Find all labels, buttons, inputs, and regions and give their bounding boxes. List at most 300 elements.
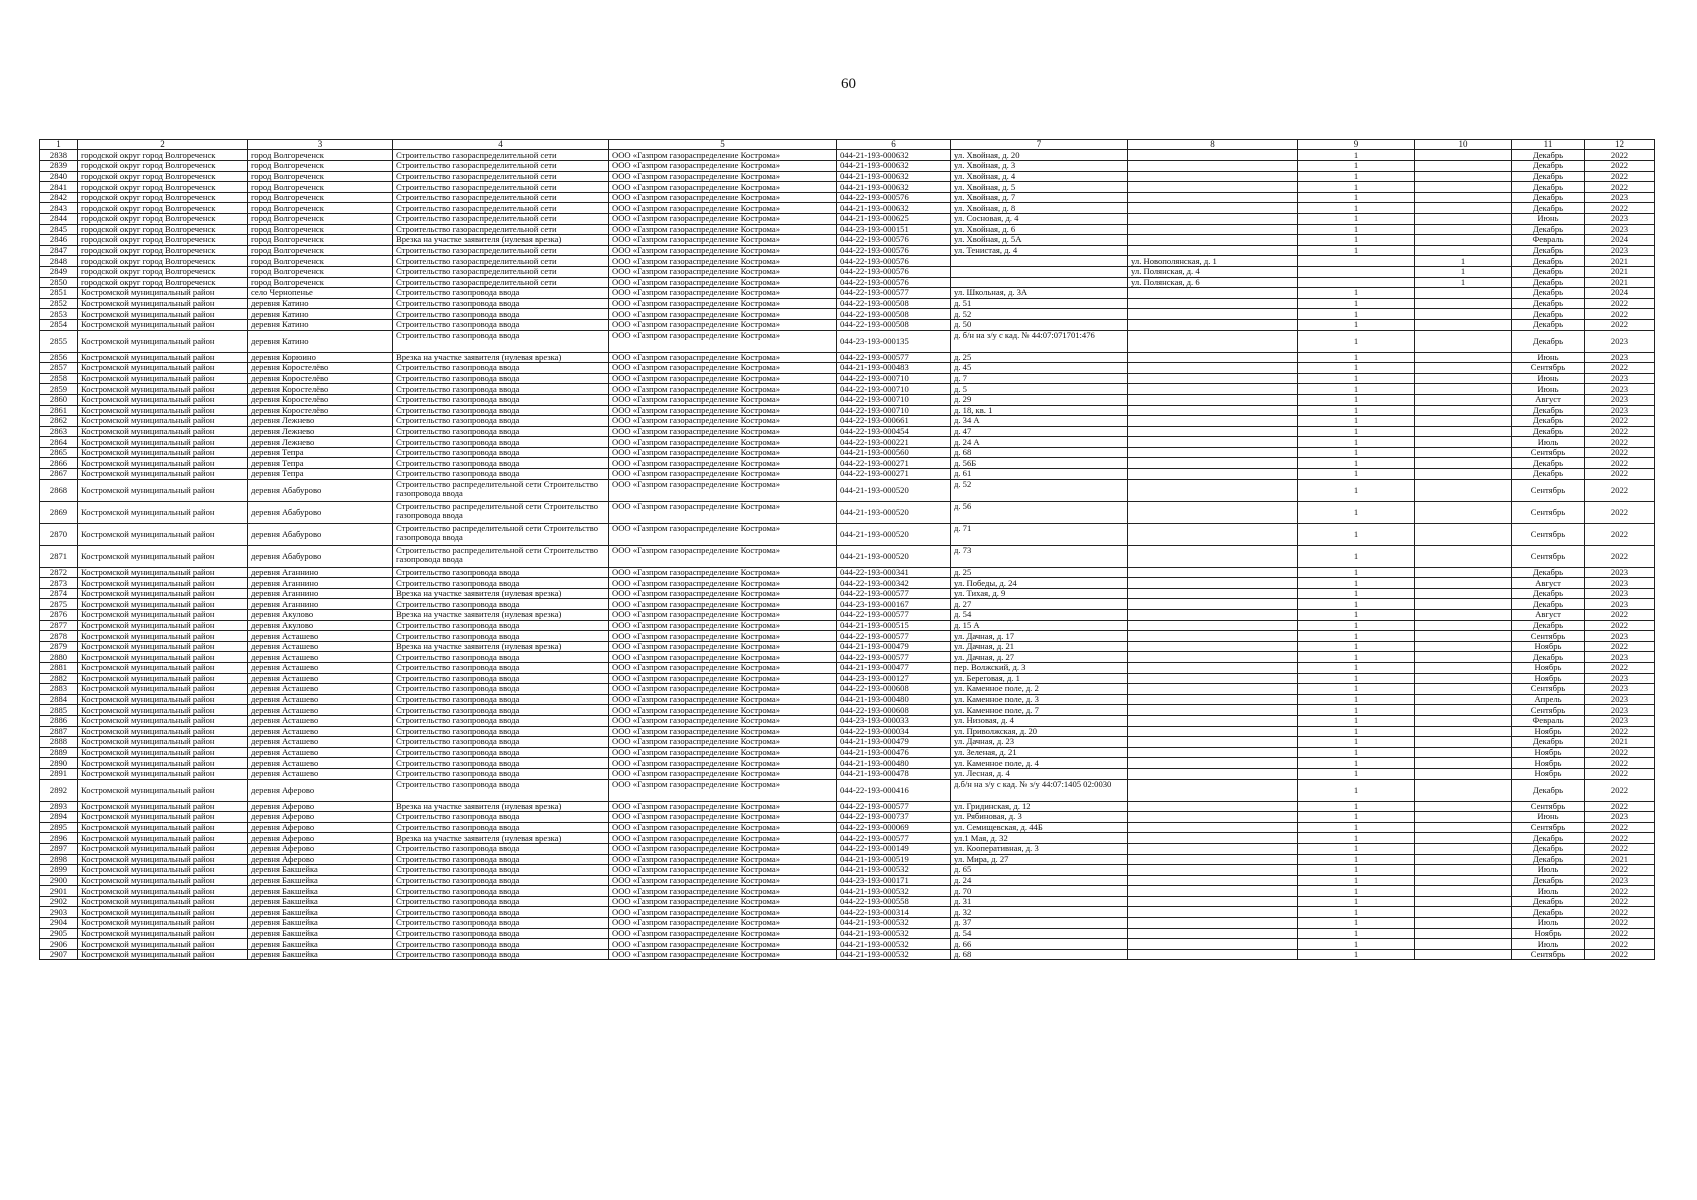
count-b-cell	[1415, 447, 1512, 458]
address-cell: д. 45	[951, 363, 1128, 374]
work-type-cell: Строительство газораспределительной сети	[393, 224, 609, 235]
work-type-cell: Врезка на участке заявителя (нулевая врезка)	[393, 801, 609, 812]
row-number-cell: 2859	[40, 384, 78, 395]
project-code-cell: 044-22-193-000508	[837, 319, 951, 330]
work-type-cell: Строительство газораспределительной сети	[393, 171, 609, 182]
project-code-cell: 044-21-193-000480	[837, 694, 951, 705]
row-number-cell: 2877	[40, 620, 78, 631]
settlement-name-cell: деревня Асташево	[248, 726, 393, 737]
count-b-cell	[1415, 416, 1512, 427]
year-cell: 2022	[1585, 726, 1655, 737]
year-cell: 2022	[1585, 309, 1655, 320]
district-name-cell: Костромской муниципальный район	[78, 705, 248, 716]
work-type-cell: Строительство газопровода ввода	[393, 747, 609, 758]
year-cell: 2022	[1585, 161, 1655, 172]
month-cell: Сентябрь	[1512, 545, 1585, 567]
address-cell: ул. Береговая, д. 1	[951, 673, 1128, 684]
work-type-cell: Строительство газопровода ввода	[393, 363, 609, 374]
project-code-cell: 044-21-193-000632	[837, 182, 951, 193]
count-a-cell: 1	[1298, 652, 1415, 663]
count-b-cell	[1415, 737, 1512, 748]
project-code-cell: 044-21-193-000632	[837, 150, 951, 161]
address-alt-cell	[1128, 896, 1298, 907]
count-b-cell	[1415, 822, 1512, 833]
district-name-cell: Костромской муниципальный район	[78, 726, 248, 737]
count-b-cell	[1415, 384, 1512, 395]
count-b-cell	[1415, 949, 1512, 960]
project-code-cell: 044-21-193-000520	[837, 545, 951, 567]
address-cell: ул. Победы, д. 24	[951, 578, 1128, 589]
count-a-cell: 1	[1298, 812, 1415, 823]
column-header-2: 2	[78, 140, 248, 150]
district-name-cell: Костромской муниципальный район	[78, 843, 248, 854]
project-code-cell: 044-21-193-000632	[837, 203, 951, 214]
row-number-cell: 2893	[40, 801, 78, 812]
address-alt-cell	[1128, 363, 1298, 374]
address-alt-cell	[1128, 652, 1298, 663]
year-cell: 2023	[1585, 694, 1655, 705]
address-cell: пер. Волжский, д. 3	[951, 663, 1128, 674]
row-number-cell: 2883	[40, 684, 78, 695]
district-name-cell: Костромской муниципальный район	[78, 939, 248, 950]
count-b-cell	[1415, 865, 1512, 876]
settlement-name-cell: деревня Бакшейка	[248, 865, 393, 876]
column-header-11: 11	[1512, 140, 1585, 150]
district-name-cell: Костромской муниципальный район	[78, 405, 248, 416]
year-cell: 2022	[1585, 469, 1655, 480]
month-cell: Июнь	[1512, 812, 1585, 823]
address-cell: ул. Хвойная, д. 7	[951, 192, 1128, 203]
organization-cell: ООО «Газпром газораспределение Кострома»	[609, 875, 837, 886]
work-type-cell: Строительство газопровода ввода	[393, 726, 609, 737]
address-cell: д. 24 А	[951, 437, 1128, 448]
work-type-cell: Строительство распределительной сети Строительство газопровода ввода	[393, 545, 609, 567]
district-name-cell: городской округ город Волгореченск	[78, 161, 248, 172]
table-row	[40, 245, 1655, 256]
count-a-cell: 1	[1298, 150, 1415, 161]
row-number-cell: 2865	[40, 447, 78, 458]
month-cell: Июль	[1512, 437, 1585, 448]
project-code-cell: 044-22-193-000577	[837, 801, 951, 812]
organization-cell: ООО «Газпром газораспределение Кострома»	[609, 833, 837, 844]
count-a-cell: 1	[1298, 779, 1415, 801]
organization-cell: ООО «Газпром газораспределение Кострома»	[609, 843, 837, 854]
address-alt-cell	[1128, 865, 1298, 876]
year-cell: 2022	[1585, 886, 1655, 897]
row-number-cell: 2885	[40, 705, 78, 716]
count-b-cell	[1415, 875, 1512, 886]
address-cell: д. 18, кв. 1	[951, 405, 1128, 416]
organization-cell: ООО «Газпром газораспределение Кострома»	[609, 854, 837, 865]
address-alt-cell	[1128, 288, 1298, 299]
work-type-cell: Строительство газопровода ввода	[393, 319, 609, 330]
table-row	[40, 896, 1655, 907]
column-header-9: 9	[1298, 140, 1415, 150]
project-code-cell: 044-22-193-000577	[837, 288, 951, 299]
address-cell: ул. Дачная, д. 23	[951, 737, 1128, 748]
table-row	[40, 726, 1655, 737]
count-a-cell: 1	[1298, 843, 1415, 854]
count-b-cell	[1415, 224, 1512, 235]
count-b-cell	[1415, 768, 1512, 779]
settlement-name-cell: город Волгореченск	[248, 235, 393, 246]
count-a-cell: 1	[1298, 673, 1415, 684]
organization-cell: ООО «Газпром газораспределение Кострома»	[609, 599, 837, 610]
organization-cell: ООО «Газпром газораспределение Кострома»	[609, 235, 837, 246]
year-cell: 2022	[1585, 758, 1655, 769]
count-a-cell: 1	[1298, 501, 1415, 523]
district-name-cell: городской округ город Волгореченск	[78, 182, 248, 193]
settlement-name-cell: деревня Катино	[248, 319, 393, 330]
count-b-cell	[1415, 394, 1512, 405]
month-cell: Декабрь	[1512, 875, 1585, 886]
count-a-cell: 1	[1298, 939, 1415, 950]
year-cell: 2022	[1585, 779, 1655, 801]
address-cell: ул. Дачная, д. 21	[951, 641, 1128, 652]
organization-cell: ООО «Газпром газораспределение Кострома»	[609, 416, 837, 427]
district-name-cell: Костромской муниципальный район	[78, 309, 248, 320]
table-row	[40, 523, 1655, 545]
month-cell: Декабрь	[1512, 245, 1585, 256]
organization-cell: ООО «Газпром газораспределение Кострома»	[609, 865, 837, 876]
count-a-cell: 1	[1298, 352, 1415, 363]
project-code-cell: 044-22-193-000576	[837, 192, 951, 203]
settlement-name-cell: деревня Аферово	[248, 801, 393, 812]
work-type-cell: Строительство газопровода ввода	[393, 599, 609, 610]
settlement-name-cell: деревня Тепра	[248, 458, 393, 469]
organization-cell: ООО «Газпром газораспределение Кострома»	[609, 469, 837, 480]
month-cell: Апрель	[1512, 694, 1585, 705]
row-number-cell: 2887	[40, 726, 78, 737]
address-alt-cell	[1128, 641, 1298, 652]
count-b-cell	[1415, 747, 1512, 758]
settlement-name-cell: деревня Асташево	[248, 715, 393, 726]
work-type-cell: Строительство распределительной сети Строительство газопровода ввода	[393, 479, 609, 501]
address-cell	[951, 277, 1128, 288]
count-a-cell: 1	[1298, 726, 1415, 737]
project-code-cell: 044-21-193-000560	[837, 447, 951, 458]
count-b-cell	[1415, 319, 1512, 330]
address-alt-cell	[1128, 886, 1298, 897]
count-a-cell: 1	[1298, 182, 1415, 193]
row-number-cell: 2874	[40, 588, 78, 599]
district-name-cell: Костромской муниципальный район	[78, 567, 248, 578]
project-code-cell: 044-21-193-000520	[837, 479, 951, 501]
table-row	[40, 843, 1655, 854]
work-type-cell: Строительство газопровода ввода	[393, 822, 609, 833]
district-name-cell: Костромской муниципальный район	[78, 426, 248, 437]
table-row	[40, 224, 1655, 235]
month-cell: Декабрь	[1512, 843, 1585, 854]
address-alt-cell	[1128, 192, 1298, 203]
year-cell: 2022	[1585, 918, 1655, 929]
settlement-name-cell: деревня Аферово	[248, 822, 393, 833]
project-code-cell: 044-21-193-000480	[837, 758, 951, 769]
address-cell: д. 29	[951, 394, 1128, 405]
organization-cell: ООО «Газпром газораспределение Кострома»	[609, 610, 837, 621]
month-cell: Декабрь	[1512, 182, 1585, 193]
district-name-cell: Костромской муниципальный район	[78, 779, 248, 801]
table-row	[40, 416, 1655, 427]
settlement-name-cell: город Волгореченск	[248, 192, 393, 203]
settlement-name-cell: деревня Аферово	[248, 843, 393, 854]
table-row	[40, 288, 1655, 299]
project-code-cell: 044-21-193-000532	[837, 939, 951, 950]
address-alt-cell	[1128, 918, 1298, 929]
work-type-cell: Строительство газопровода ввода	[393, 631, 609, 642]
month-cell: Ноябрь	[1512, 663, 1585, 674]
count-b-cell	[1415, 501, 1512, 523]
district-name-cell: Костромской муниципальный район	[78, 822, 248, 833]
table-row	[40, 469, 1655, 480]
district-name-cell: Костромской муниципальный район	[78, 469, 248, 480]
count-a-cell: 1	[1298, 523, 1415, 545]
month-cell: Сентябрь	[1512, 631, 1585, 642]
table-row	[40, 373, 1655, 384]
count-a-cell: 1	[1298, 865, 1415, 876]
project-code-cell: 044-22-193-000508	[837, 309, 951, 320]
month-cell: Февраль	[1512, 715, 1585, 726]
project-code-cell: 044-23-193-000033	[837, 715, 951, 726]
project-code-cell: 044-22-193-000661	[837, 416, 951, 427]
month-cell: Ноябрь	[1512, 641, 1585, 652]
table-row	[40, 479, 1655, 501]
year-cell: 2023	[1585, 352, 1655, 363]
district-name-cell: городской округ город Волгореченск	[78, 150, 248, 161]
count-a-cell: 1	[1298, 545, 1415, 567]
table-row	[40, 588, 1655, 599]
month-cell: Декабрь	[1512, 599, 1585, 610]
count-a-cell: 1	[1298, 363, 1415, 374]
row-number-cell: 2901	[40, 886, 78, 897]
work-type-cell: Строительство газопровода ввода	[393, 416, 609, 427]
table-row	[40, 939, 1655, 950]
month-cell: Июнь	[1512, 373, 1585, 384]
year-cell: 2022	[1585, 822, 1655, 833]
table-row	[40, 865, 1655, 876]
count-b-cell	[1415, 235, 1512, 246]
row-number-cell: 2864	[40, 437, 78, 448]
project-code-cell: 044-23-193-000127	[837, 673, 951, 684]
count-a-cell: 1	[1298, 288, 1415, 299]
work-type-cell: Строительство газораспределительной сети	[393, 150, 609, 161]
table-row	[40, 673, 1655, 684]
count-a-cell: 1	[1298, 801, 1415, 812]
work-type-cell: Строительство газопровода ввода	[393, 384, 609, 395]
count-a-cell: 1	[1298, 203, 1415, 214]
address-cell: ул. Зеленая, д. 21	[951, 747, 1128, 758]
work-type-cell: Строительство газопровода ввода	[393, 663, 609, 674]
settlement-name-cell: город Волгореченск	[248, 150, 393, 161]
work-type-cell: Строительство газораспределительной сети	[393, 214, 609, 225]
table-row	[40, 171, 1655, 182]
month-cell: Декабрь	[1512, 330, 1585, 352]
count-a-cell: 1	[1298, 715, 1415, 726]
work-type-cell: Строительство газопровода ввода	[393, 298, 609, 309]
row-number-cell: 2849	[40, 266, 78, 277]
count-a-cell: 1	[1298, 875, 1415, 886]
address-cell: ул. Хвойная, д. 4	[951, 171, 1128, 182]
table-row	[40, 886, 1655, 897]
organization-cell: ООО «Газпром газораспределение Кострома»	[609, 886, 837, 897]
address-alt-cell	[1128, 298, 1298, 309]
address-alt-cell	[1128, 203, 1298, 214]
organization-cell: ООО «Газпром газораспределение Кострома»	[609, 171, 837, 182]
month-cell: Декабрь	[1512, 192, 1585, 203]
month-cell: Декабрь	[1512, 469, 1585, 480]
year-cell: 2021	[1585, 277, 1655, 288]
project-code-cell: 044-22-193-000576	[837, 235, 951, 246]
row-number-cell: 2904	[40, 918, 78, 929]
address-alt-cell	[1128, 610, 1298, 621]
count-b-cell	[1415, 779, 1512, 801]
count-a-cell: 1	[1298, 426, 1415, 437]
work-type-cell: Строительство газораспределительной сети	[393, 266, 609, 277]
month-cell: Декабрь	[1512, 405, 1585, 416]
table-row	[40, 266, 1655, 277]
table-row	[40, 758, 1655, 769]
row-number-cell: 2860	[40, 394, 78, 405]
address-alt-cell	[1128, 854, 1298, 865]
organization-cell: ООО «Газпром газораспределение Кострома»	[609, 694, 837, 705]
year-cell: 2023	[1585, 684, 1655, 695]
settlement-name-cell: деревня Аферово	[248, 779, 393, 801]
district-name-cell: городской округ город Волгореченск	[78, 277, 248, 288]
month-cell: Декабрь	[1512, 266, 1585, 277]
count-a-cell: 1	[1298, 330, 1415, 352]
project-code-cell: 044-22-193-000271	[837, 458, 951, 469]
year-cell: 2022	[1585, 768, 1655, 779]
address-alt-cell	[1128, 161, 1298, 172]
count-a-cell: 1	[1298, 437, 1415, 448]
count-a-cell: 1	[1298, 235, 1415, 246]
row-number-cell: 2843	[40, 203, 78, 214]
settlement-name-cell: город Волгореченск	[248, 224, 393, 235]
address-alt-cell	[1128, 245, 1298, 256]
column-header-10: 10	[1415, 140, 1512, 150]
address-cell: ул. Каменное поле, д. 4	[951, 758, 1128, 769]
year-cell: 2022	[1585, 458, 1655, 469]
district-name-cell: Костромской муниципальный район	[78, 363, 248, 374]
settlement-name-cell: село Чернопенье	[248, 288, 393, 299]
organization-cell: ООО «Газпром газораспределение Кострома»	[609, 373, 837, 384]
address-alt-cell	[1128, 907, 1298, 918]
project-code-cell: 044-22-193-000737	[837, 812, 951, 823]
count-b-cell	[1415, 694, 1512, 705]
row-number-cell: 2903	[40, 907, 78, 918]
organization-cell: ООО «Газпром газораспределение Кострома»	[609, 578, 837, 589]
count-a-cell: 1	[1298, 384, 1415, 395]
address-alt-cell	[1128, 567, 1298, 578]
year-cell: 2022	[1585, 545, 1655, 567]
year-cell: 2022	[1585, 610, 1655, 621]
settlement-name-cell: деревня Акулово	[248, 610, 393, 621]
organization-cell: ООО «Газпром газораспределение Кострома»	[609, 384, 837, 395]
project-code-cell: 044-21-193-000519	[837, 854, 951, 865]
settlement-name-cell: деревня Бакшейка	[248, 939, 393, 950]
address-alt-cell	[1128, 501, 1298, 523]
month-cell: Декабрь	[1512, 588, 1585, 599]
address-cell: д. б/н на з/у с кад. № 44:07:071701:476	[951, 330, 1128, 352]
table-row	[40, 715, 1655, 726]
year-cell: 2023	[1585, 394, 1655, 405]
count-b-cell	[1415, 801, 1512, 812]
month-cell: Сентябрь	[1512, 822, 1585, 833]
work-type-cell: Строительство газораспределительной сети	[393, 256, 609, 267]
row-number-cell: 2844	[40, 214, 78, 225]
district-name-cell: Костромской муниципальный район	[78, 758, 248, 769]
table-row	[40, 705, 1655, 716]
table-row	[40, 330, 1655, 352]
month-cell: Декабрь	[1512, 737, 1585, 748]
work-type-cell: Врезка на участке заявителя (нулевая врезка)	[393, 641, 609, 652]
year-cell: 2022	[1585, 907, 1655, 918]
count-b-cell	[1415, 896, 1512, 907]
count-a-cell: 1	[1298, 479, 1415, 501]
project-code-cell: 044-21-193-000483	[837, 363, 951, 374]
count-a-cell: 1	[1298, 918, 1415, 929]
month-cell: Декабрь	[1512, 896, 1585, 907]
district-name-cell: городской округ город Волгореченск	[78, 266, 248, 277]
address-cell: ул. Дачная, д. 27	[951, 652, 1128, 663]
organization-cell: ООО «Газпром газораспределение Кострома»	[609, 256, 837, 267]
address-cell: ул. Хвойная, д. 3	[951, 161, 1128, 172]
year-cell: 2023	[1585, 875, 1655, 886]
work-type-cell: Врезка на участке заявителя (нулевая врезка)	[393, 588, 609, 599]
work-type-cell: Строительство газопровода ввода	[393, 426, 609, 437]
address-cell: д. 56	[951, 501, 1128, 523]
month-cell: Июнь	[1512, 214, 1585, 225]
address-alt-cell	[1128, 939, 1298, 950]
organization-cell: ООО «Газпром газораспределение Кострома»	[609, 684, 837, 695]
count-a-cell: 1	[1298, 768, 1415, 779]
work-type-cell: Строительство газопровода ввода	[393, 875, 609, 886]
count-b-cell	[1415, 610, 1512, 621]
project-code-cell: 044-21-193-000632	[837, 161, 951, 172]
work-type-cell: Строительство газопровода ввода	[393, 567, 609, 578]
settlement-name-cell: деревня Асташево	[248, 641, 393, 652]
row-number-cell: 2854	[40, 319, 78, 330]
district-name-cell: Костромской муниципальный район	[78, 641, 248, 652]
address-alt-cell	[1128, 384, 1298, 395]
data-table	[39, 139, 1655, 960]
address-alt-cell	[1128, 447, 1298, 458]
address-cell: ул. Семищевская, д. 44Б	[951, 822, 1128, 833]
address-cell: ул. Хвойная, д. 20	[951, 150, 1128, 161]
row-number-cell: 2866	[40, 458, 78, 469]
table-row	[40, 822, 1655, 833]
month-cell: Декабрь	[1512, 309, 1585, 320]
count-a-cell: 1	[1298, 458, 1415, 469]
month-cell: Сентябрь	[1512, 363, 1585, 374]
table-row	[40, 875, 1655, 886]
district-name-cell: Костромской муниципальный район	[78, 479, 248, 501]
table-row	[40, 928, 1655, 939]
address-cell: д. 66	[951, 939, 1128, 950]
work-type-cell: Строительство газопровода ввода	[393, 330, 609, 352]
table-row	[40, 652, 1655, 663]
table-row	[40, 298, 1655, 309]
table-row	[40, 405, 1655, 416]
count-b-cell	[1415, 150, 1512, 161]
month-cell: Август	[1512, 394, 1585, 405]
district-name-cell: городской округ город Волгореченск	[78, 245, 248, 256]
count-a-cell: 1	[1298, 694, 1415, 705]
table-row	[40, 801, 1655, 812]
count-b-cell	[1415, 588, 1512, 599]
count-b-cell	[1415, 437, 1512, 448]
count-b-cell	[1415, 939, 1512, 950]
